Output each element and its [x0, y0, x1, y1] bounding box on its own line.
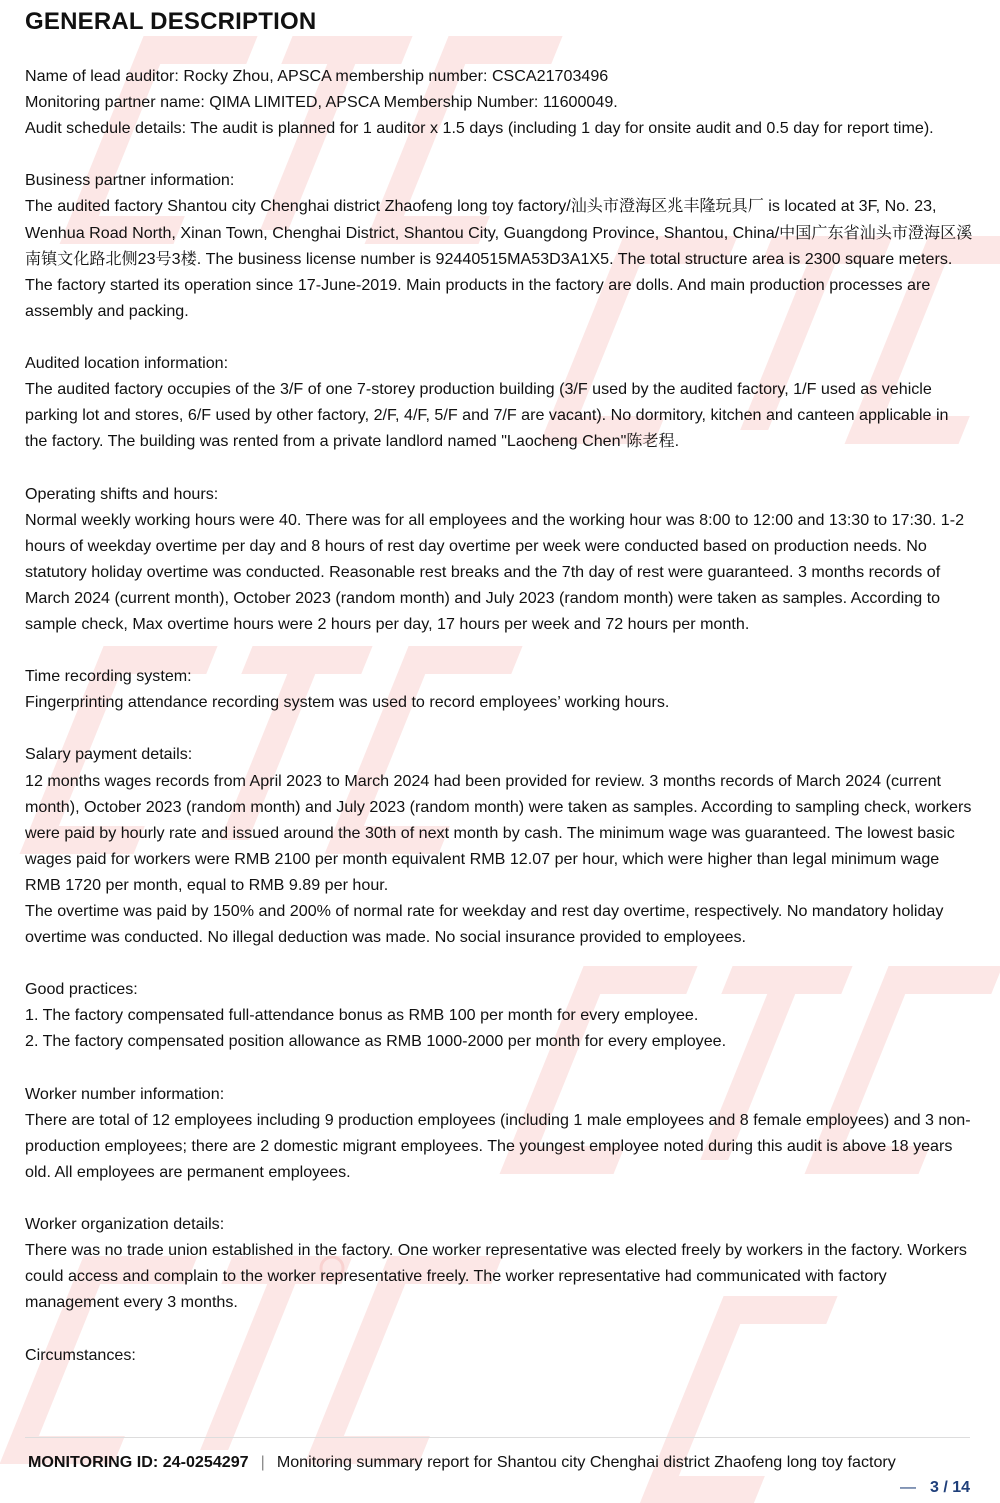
good-practice-item: 2. The factory compensated position allowance as RMB 1000-2000 per month for every employee. — [25, 1032, 727, 1051]
location-heading: Audited location information: — [25, 354, 229, 373]
worker-number-body: There are total of 12 employees including 9 production employees (including 1 male employees and 8 female employees) and 3 non-production employees; there are 2 domestic migrant employees. The youngest employee noted during this audit is above 18 years old. All employees are permanent employees. — [25, 1110, 971, 1181]
spacer — [25, 1055, 975, 1081]
good-practices-heading: Good practices: — [25, 980, 138, 999]
worker-number-heading: Worker number information: — [25, 1084, 225, 1103]
time-recording-body: Fingerprinting attendance recording system was used to record employees’ working hours. — [25, 693, 670, 712]
location-body: The audited factory occupies of the 3/F of one 7-storey production building (3/F used by the audited factory, 1/F used as vehicle parking lot and stores, 6/F used by other factory, 2/F, 4/F, 5/F and 7/F are vacant). No dormitory, kitchen and canteen applicable in the factory. The building was rented from a private landlord named "Laocheng Chen"陈老程. — [25, 380, 949, 451]
page-title: GENERAL DESCRIPTION — [25, 8, 317, 35]
spacer — [25, 324, 975, 350]
spacer — [25, 1316, 975, 1342]
salary-body-1: 12 months wages records from April 2023 to March 2024 had been provided for review. 3 months records of March 2024 (current month), October 2023 (random month) and July 2023 (random month) were taken as samples. According to sampling check, workers were paid by hourly rate and issued around the 30th of next month by cash. The minimum wage was guaranteed. The lowest basic wages paid for workers were RMB 2100 per month equivalent RMB 12.07 per hour, which were higher than legal minimum wage RMB 1720 per month, equal to RMB 9.89 per hour. — [25, 771, 972, 894]
page-dash: — — [899, 1479, 916, 1496]
business-partner-heading: Business partner information: — [25, 171, 235, 190]
time-recording-heading: Time recording system: — [25, 667, 192, 686]
footer-separator: | — [260, 1453, 265, 1471]
worker-organization-heading: Worker organization details: — [25, 1215, 225, 1234]
salary-heading: Salary payment details: — [25, 745, 193, 764]
spacer — [25, 715, 975, 741]
document-body — [25, 63, 975, 1368]
audit-schedule-line: Audit schedule details: The audit is planned for 1 auditor x 1.5 days (including 1 day for onsite audit and 0.5 day for report time). — [25, 119, 934, 138]
spacer — [25, 1185, 975, 1211]
document-page — [25, 0, 975, 1368]
spacer — [25, 141, 975, 167]
spacer — [25, 637, 975, 663]
monitoring-partner-line: Monitoring partner name: QIMA LIMITED, APSCA Membership Number: 11600049. — [25, 93, 618, 112]
monitoring-id: MONITORING ID: 24-0254297 — [28, 1453, 249, 1471]
spacer — [25, 950, 975, 976]
spacer — [25, 454, 975, 480]
shifts-heading: Operating shifts and hours: — [25, 484, 219, 503]
business-partner-body: The audited factory Shantou city Chenghai district Zhaofeng long toy factory/汕头市澄海区兆丰隆玩具厂 is located at 3F, No. 23, Wenhua Road North, Xinan Town, Chenghai District, Shantou City, Guangdong Province, Shantou, China/中国广东省汕头市澄海区溪南镇文化路北侧23号3楼. The business license number is 92440515MA53D3A1X5. The total structure area is 2300 square meters. The factory started its operation since 17-June-2019. Main products in the factory are dolls. And main production processes are assembly and packing. — [25, 197, 973, 320]
salary-body-2: The overtime was paid by 150% and 200% of normal rate for weekday and rest day overtime, respectively. No mandatory holiday overtime was conducted. No illegal deduction was made. No social insurance provided to employees. — [25, 902, 944, 947]
circumstances-heading: Circumstances: — [25, 1345, 136, 1364]
shifts-body: Normal weekly working hours were 40. There was for all employees and the working hour was 8:00 to 12:00 and 13:30 to 17:30. 1-2 hours of weekday overtime per day and 8 hours of rest day overtime per week were conducted based on production needs. No statutory holiday overtime was conducted. Reasonable rest breaks and the 7th day of rest were guaranteed. 3 months records of March 2024 (current month), October 2023 (random month) and July 2023 (random month) were taken as samples. According to sample check, Max overtime hours were 2 hours per day, 17 hours per week and 72 hours per month. — [25, 510, 965, 633]
page-number: 3 / 14 — [929, 1479, 970, 1496]
report-title: Monitoring summary report for Shantou city Chenghai district Zhaofeng long toy factory — [276, 1453, 896, 1471]
worker-organization-body: There was no trade union established in the factory. One worker representative was elected freely by workers in the factory. Workers could access and complain to the worker representative freely. The worker representative had communicated with factory management every 3 months. — [25, 1241, 967, 1312]
lead-auditor-line: Name of lead auditor: Rocky Zhou, APSCA membership number: CSCA21703496 — [25, 67, 609, 85]
footer-summary — [25, 1452, 970, 1472]
good-practice-item: 1. The factory compensated full-attendance bonus as RMB 100 per month for every employee. — [25, 1006, 699, 1025]
page-footer — [25, 1437, 970, 1498]
page-indicator — [25, 1478, 970, 1498]
